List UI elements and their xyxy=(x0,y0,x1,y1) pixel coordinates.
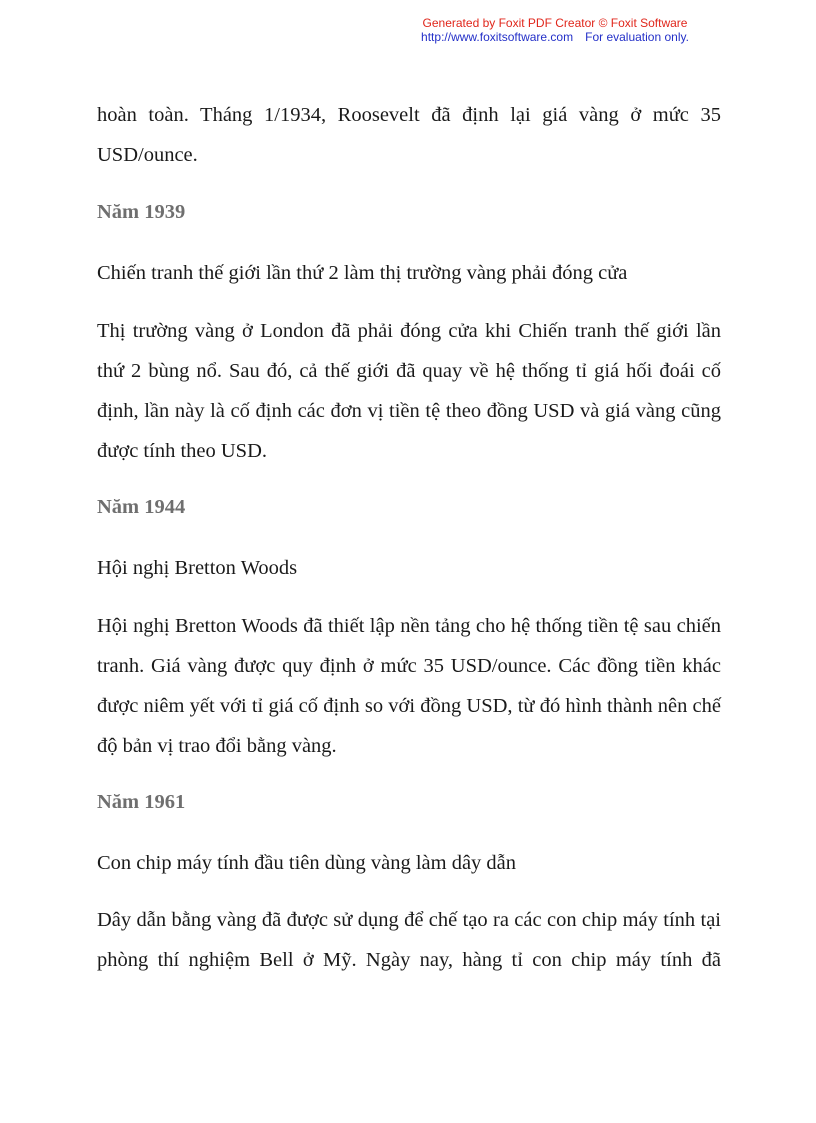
watermark-link-line xyxy=(380,30,730,44)
section-year-1939: Năm 1939 xyxy=(97,201,186,223)
section-year-1944: Năm 1944 xyxy=(97,496,186,518)
section-subtitle-1961: Con chip máy tính đầu tiên dùng vàng làm dây dẫn xyxy=(97,852,517,874)
watermark-creator-text: Generated by Foxit PDF Creator © Foxit Software xyxy=(422,16,688,30)
watermark-evaluation-note: For evaluation only. xyxy=(585,30,689,44)
section-subtitle-1944: Hội nghị Bretton Woods xyxy=(97,557,298,579)
intro-paragraph: hoàn toàn. Tháng 1/1934, Roosevelt đã định lại giá vàng ở mức 35 USD/ounce. xyxy=(97,104,721,166)
foxit-watermark xyxy=(380,16,730,44)
section-year-1961: Năm 1961 xyxy=(97,791,186,813)
section-body-1944: Hội nghị Bretton Woods đã thiết lập nền tảng cho hệ thống tiền tệ sau chiến tranh. Giá vàng được quy định ở mức 35 USD/ounce. Các đồng tiền khác được niêm yết với tỉ giá cố định so với đồng USD, từ đó hình thành nên chế độ bản vị trao đổi bằng vàng. xyxy=(97,615,721,757)
watermark-url[interactable]: http://www.foxitsoftware.com xyxy=(421,30,574,44)
section-body-1961: Dây dẫn bằng vàng đã được sử dụng để chế tạo ra các con chip máy tính tại phòng thí nghiệm Bell ở Mỹ. Ngày nay, hàng tỉ con chip máy tính đã xyxy=(97,909,721,971)
section-subtitle-1939: Chiến tranh thế giới lần thứ 2 làm thị trường vàng phải đóng cửa xyxy=(97,262,628,284)
section-body-1939: Thị trường vàng ở London đã phải đóng cửa khi Chiến tranh thế giới lần thứ 2 bùng nổ. Sau đó, cả thế giới đã quay về hệ thống tỉ giá hối đoái cố định, lần này là cố định các đơn vị tiền tệ theo đồng USD và giá vàng cũng được tính theo USD. xyxy=(97,320,721,462)
